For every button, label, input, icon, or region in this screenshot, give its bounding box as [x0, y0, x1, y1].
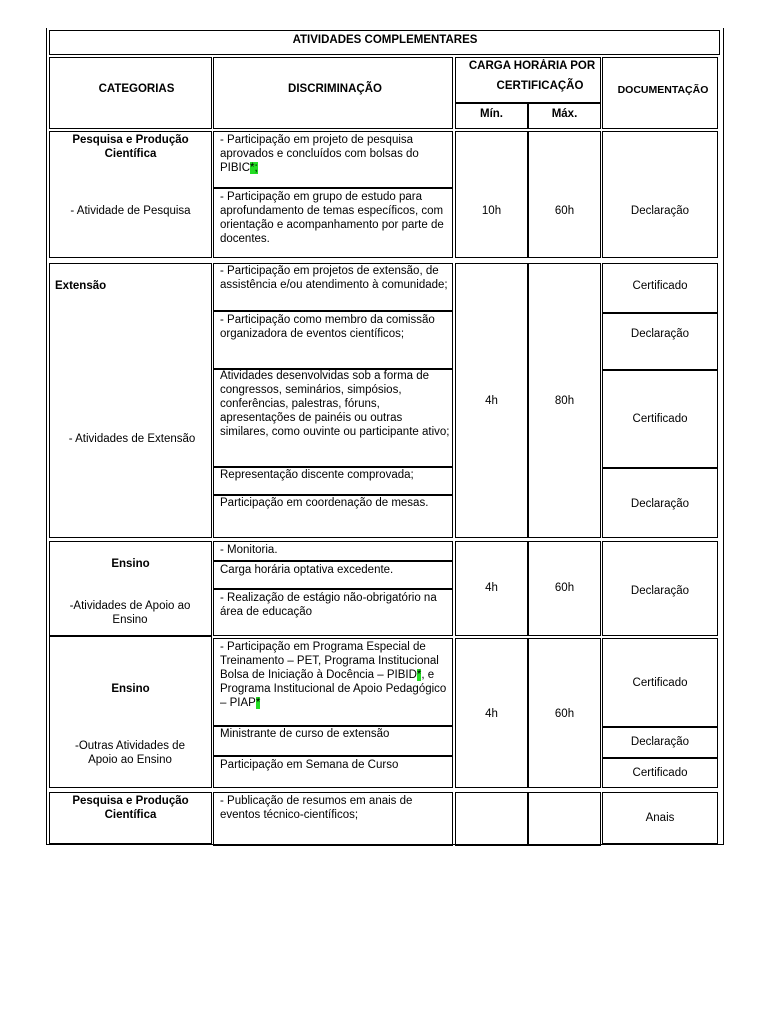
s2-desc-3: Atividades desenvolvidas sob a forma de congressos, seminários, simpósios, conferências, palestras, fóruns, apresentações de painéis ou outras similares, como ouvinte ou participante ativo; — [220, 370, 450, 438]
s4-doc-2: Declaração — [630, 736, 690, 748]
s4-desc-1: - Participação em Programa Especial de Treinamento – PET, Programa Institucional Bolsa de Iniciação à Docência – PIBID*, e Programa Institucional de Apoio Pedagógico – PIAP* — [220, 641, 447, 709]
s3-max: 60h — [554, 582, 575, 594]
header-discriminacao: DISCRIMINAÇÃO — [288, 83, 382, 95]
s3-desc-1: - Monitoria. — [220, 544, 278, 556]
s5-doc: Anais — [645, 812, 675, 824]
s1-min-cell — [455, 131, 528, 258]
s4-desc-2: Ministrante de curso de extensão — [220, 728, 390, 740]
s5-category-title: Pesquisa e Produção Científica — [72, 795, 189, 821]
s3-category-title: Ensino — [111, 558, 150, 570]
footnote-marker: * — [416, 669, 422, 681]
table-title: ATIVIDADES COMPLEMENTARES — [292, 34, 478, 46]
footnote-marker: * — [255, 697, 261, 709]
s2-doc-4: Declaração — [630, 498, 690, 510]
header-carga-line2: CERTIFICAÇÃO — [496, 80, 584, 92]
s4-doc-3: Certificado — [632, 767, 688, 779]
header-documentacao: DOCUMENTAÇÃO — [617, 84, 709, 96]
s2-category-sub: - Atividades de Extensão — [68, 433, 196, 445]
s5-desc-1: - Publicação de resumos em anais de eventos técnico-científicos; — [220, 795, 413, 821]
s2-doc-3: Certificado — [632, 413, 688, 425]
header-carga-line1: CARGA HORÁRIA POR — [468, 60, 596, 72]
header-max: Máx. — [551, 108, 578, 120]
s3-doc: Declaração — [630, 585, 690, 597]
s4-min: 4h — [485, 708, 498, 720]
footnote-marker: *; — [250, 162, 258, 174]
s2-max: 80h — [554, 395, 575, 407]
s5-min-cell — [455, 792, 528, 846]
header-min: Mín. — [480, 108, 503, 120]
s1-min: 10h — [481, 205, 502, 217]
s4-category-title: Ensino — [111, 683, 150, 695]
s2-desc-4: Representação discente comprovada; — [220, 469, 414, 481]
s3-desc-2: Carga horária optativa excedente. — [220, 564, 394, 576]
s2-category-title: Extensão — [55, 280, 107, 292]
s3-min: 4h — [485, 582, 498, 594]
s1-max: 60h — [554, 205, 575, 217]
s4-category-sub: -Outras Atividades de Apoio ao Ensino — [75, 740, 185, 766]
s2-doc-cell-2 — [602, 313, 718, 370]
header-categorias: CATEGORIAS — [98, 83, 175, 95]
s2-min: 4h — [485, 395, 498, 407]
s1-max-cell — [528, 131, 601, 258]
s1-doc-cell — [602, 131, 718, 258]
s5-max-cell — [528, 792, 601, 846]
s2-desc-1: - Participação em projetos de extensão, de assistência e/ou atendimento à comunidade; — [220, 265, 448, 291]
s3-category-sub: -Atividades de Apoio ao Ensino — [69, 600, 191, 626]
s2-doc-2: Declaração — [630, 328, 690, 340]
s1-doc: Declaração — [630, 205, 690, 217]
s1-desc-1: - Participação em projeto de pesquisa aprovados e concluídos com bolsas do PIBIC*; — [220, 134, 419, 174]
s4-max: 60h — [554, 708, 575, 720]
s4-doc-1: Certificado — [632, 677, 688, 689]
s1-desc-2: - Participação em grupo de estudo para aprofundamento de temas específicos, com orientação e acompanhamento por parte de docentes. — [220, 191, 444, 245]
s2-desc-2: - Participação como membro da comissão organizadora de eventos científicos; — [220, 314, 435, 340]
s2-doc-1: Certificado — [632, 280, 688, 292]
s2-category-cell — [49, 263, 212, 538]
s3-desc-3: - Realização de estágio não-obrigatório na área de educação — [220, 592, 437, 618]
s4-desc-3: Participação em Semana de Curso — [220, 759, 399, 771]
s1-category-sub: - Atividade de Pesquisa — [70, 205, 191, 217]
s2-desc-5: Participação em coordenação de mesas. — [220, 497, 429, 509]
s1-category-title: Pesquisa e Produção Científica — [72, 134, 189, 160]
